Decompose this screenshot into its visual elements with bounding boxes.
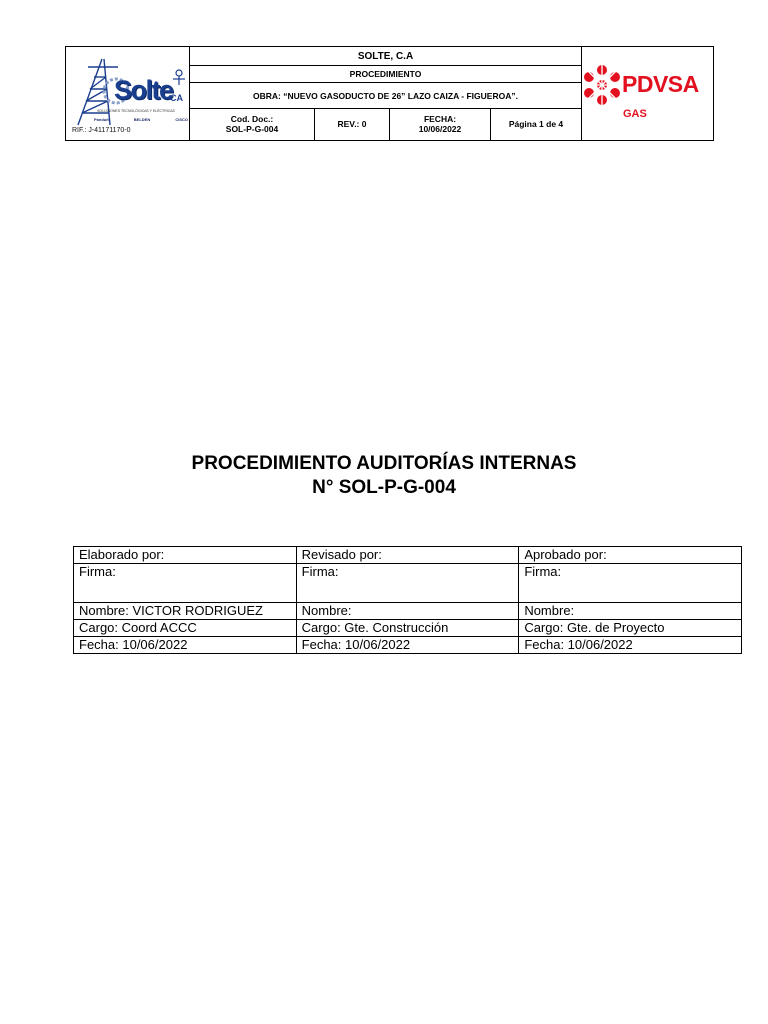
fecha-aprobado: Fecha: 10/06/2022: [519, 637, 742, 654]
brand-belden: BELDEN: [133, 117, 151, 122]
project-name: OBRA: “NUEVO GASODUCTO DE 26” LAZO CAIZA - FIGUEROA”.: [190, 83, 581, 109]
role-revisado: Revisado por:: [296, 547, 519, 564]
pdvsa-gas-label: GAS: [623, 108, 647, 120]
header-info: [190, 47, 581, 140]
role-elaborado: Elaborado por:: [74, 547, 297, 564]
cargo-aprobado: Cargo: Gte. de Proyecto: [519, 620, 742, 637]
document-header: [65, 46, 714, 141]
table-row: [74, 547, 742, 564]
cargo-revisado: Cargo: Gte. Construcción: [296, 620, 519, 637]
page-cell: [491, 109, 581, 140]
solte-wordmark: Solte: [114, 75, 173, 105]
solte-logo: [66, 47, 190, 140]
nombre-aprobado: Nombre:: [519, 603, 742, 620]
doc-code-cell: [190, 109, 315, 140]
nombre-revisado: Nombre:: [296, 603, 519, 620]
table-row: [74, 603, 742, 620]
table-row: [74, 564, 742, 603]
firma-aprobado: Firma:: [519, 564, 742, 603]
document-number: N° SOL-P-G-004: [312, 477, 456, 498]
cargo-elaborado: Cargo: Coord ACCC: [74, 620, 297, 637]
fecha-elaborado: Fecha: 10/06/2022: [74, 637, 297, 654]
doc-code-value: SOL-P-G-004: [225, 123, 279, 134]
signature-table: [73, 546, 742, 654]
solte-suffix: CA: [170, 93, 183, 103]
date-label: FECHA:: [423, 113, 457, 124]
firma-revisado: Firma:: [296, 564, 519, 603]
firma-elaborado: Firma:: [74, 564, 297, 603]
brand-panduit: Panduit: [94, 117, 109, 122]
pdvsa-wordmark: PDVSA: [622, 71, 699, 97]
role-aprobado: Aprobado por:: [519, 547, 742, 564]
revision-cell: [315, 109, 390, 140]
nombre-elaborado: Nombre: VICTOR RODRIGUEZ: [74, 603, 297, 620]
doc-code-label: Cod. Doc.:: [230, 113, 274, 124]
document-title: PROCEDIMIENTO AUDITORÍAS INTERNAS: [191, 453, 577, 474]
table-row: [74, 620, 742, 637]
page-number: Página 1 de 4: [508, 118, 564, 129]
pdvsa-sun-icon: [584, 59, 624, 119]
table-row: [74, 637, 742, 654]
rif-number: RIF.: J-41171170-0: [72, 127, 131, 134]
document-type: PROCEDIMIENTO: [190, 66, 581, 83]
partner-brands: [94, 117, 188, 122]
date-value: 10/06/2022: [418, 123, 462, 134]
pdvsa-logo: [581, 47, 713, 140]
brand-cisco: CISCO: [175, 117, 188, 122]
fecha-revisado: Fecha: 10/06/2022: [296, 637, 519, 654]
company-name: SOLTE, C.A: [190, 47, 581, 66]
date-cell: [390, 109, 491, 140]
revision-value: REV.: 0: [337, 118, 367, 129]
solte-subtitle: SOLUCIONES TECNOLÓGICAS Y ELÉCTRICAS: [97, 109, 175, 113]
document-meta-row: [190, 109, 581, 140]
